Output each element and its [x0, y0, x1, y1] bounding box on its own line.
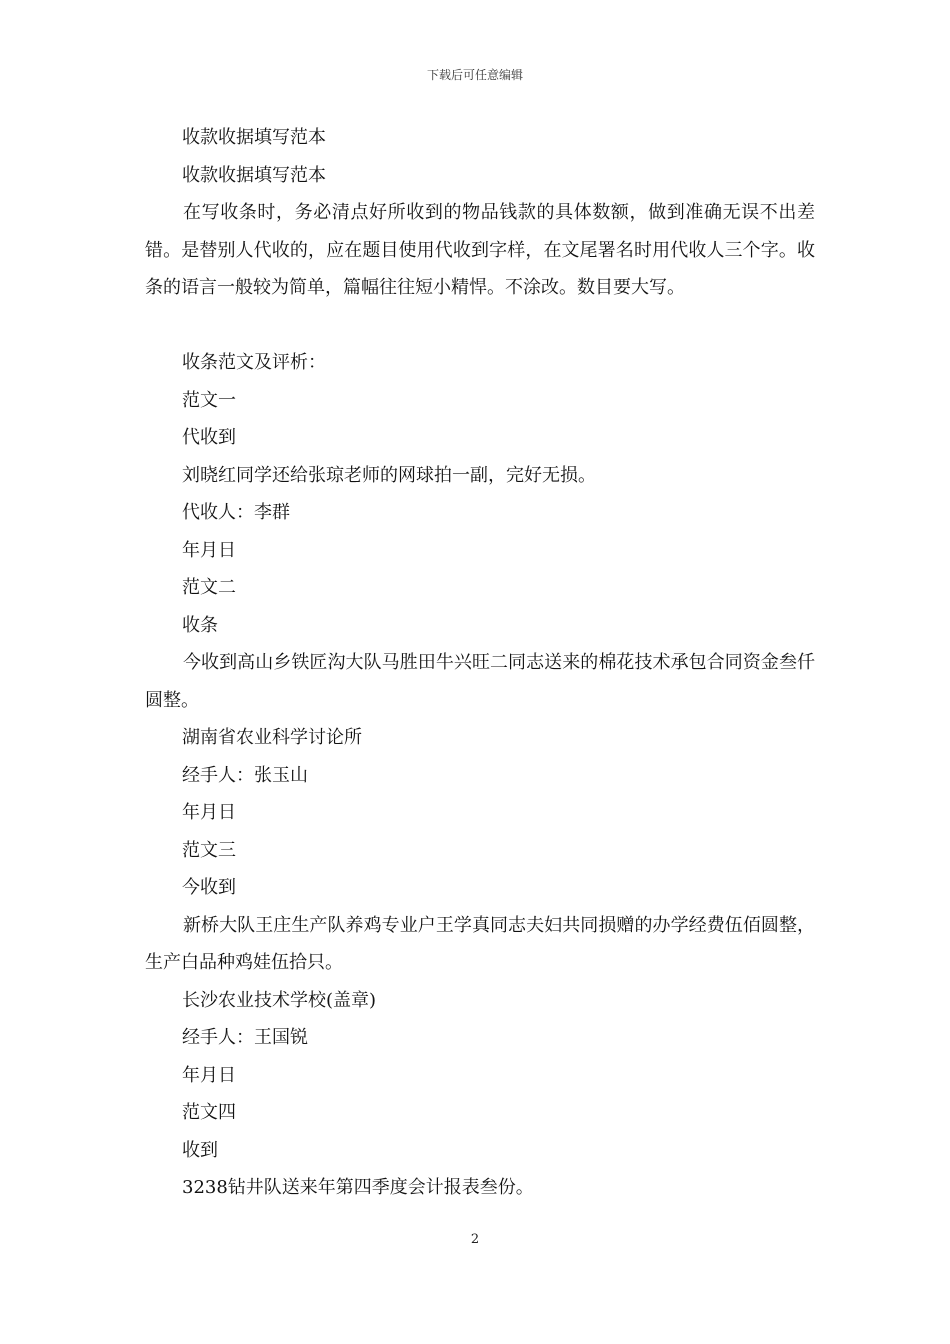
sample-3-body: 新桥大队王庄生产队养鸡专业户王学真同志夫妇共同损赠的办学经费伍佰圆整，生产白品种鸡娃伍拾只。 [145, 914, 815, 973]
sample-1-body: 刘晓红同学还给张琼老师的网球拍一副，完好无损。 [182, 464, 596, 486]
intro-paragraph: 在写收条时，务必清点好所收到的物品钱款的具体数额，做到准确无误不出差错。是替别人代收的，应在题目使用代收到字样，在文尾署名时用代收人三个字。收条的语言一般较为简单，篇幅往往短小精悍。不涂改。数目要大写。 [145, 202, 815, 298]
document-subtitle: 收款收据填写范本 [182, 164, 326, 186]
document-body [145, 119, 815, 1207]
sample-3-label: 范文三 [182, 839, 236, 861]
sample-1-label: 范文一 [182, 389, 236, 411]
sample-1-signer: 代收人：李群 [182, 502, 290, 523]
sample-3-signer: 经手人：王国锐 [182, 1027, 308, 1048]
sample-2-label: 范文二 [182, 577, 236, 598]
sample-1-title: 代收到 [182, 427, 236, 448]
section-heading: 收条范文及评析： [182, 352, 326, 373]
document-title: 收款收据填写范本 [182, 127, 326, 148]
sample-1-date: 年月日 [182, 539, 236, 561]
sample-4-label: 范文四 [182, 1102, 236, 1123]
sample-2-title: 收条 [182, 614, 218, 636]
page-header-note: 下载后可任意编辑 [426, 68, 523, 82]
sample-2-date: 年月日 [182, 802, 236, 823]
sample-4-title: 收到 [182, 1139, 218, 1161]
paragraph-gap [145, 307, 815, 345]
sample-4-body: 3238钻井队送来年第四季度会计报表叁份。 [182, 1177, 534, 1198]
sample-3-date: 年月日 [182, 1064, 236, 1086]
sample-2-org: 湖南省农业科学讨论所 [182, 727, 362, 748]
sample-3-title: 今收到 [182, 877, 236, 898]
sample-2-body: 今收到高山乡铁匠沟大队马胜田牛兴旺二同志送来的棉花技术承包合同资金叁仟圆整。 [145, 652, 815, 711]
page-number: 2 [470, 1232, 480, 1247]
sample-2-signer: 经手人：张玉山 [182, 764, 308, 786]
sample-3-org: 长沙农业技术学校(盖章) [182, 989, 377, 1011]
